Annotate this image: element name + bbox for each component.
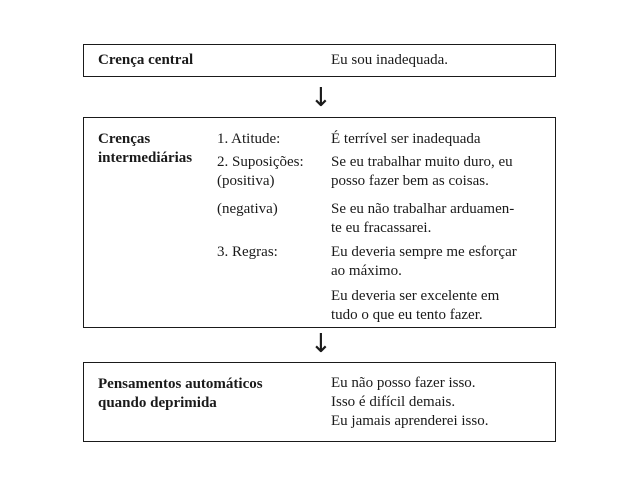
attitude-text: É terrível ser inadequada — [331, 131, 481, 147]
core-belief-text: Eu sou inadequada. — [331, 52, 449, 68]
assumption-negative-line2: te eu fracassarei. — [331, 220, 432, 236]
assumptions-label: 2. Suposições: — [217, 154, 304, 170]
automatic-label-line2: quando deprimida — [98, 395, 217, 411]
automatic-thought-1: Eu não posso fazer isso. — [331, 375, 476, 391]
intermediate-label-line1: Crenças — [98, 131, 151, 147]
rule1-line2: ao máximo. — [331, 263, 402, 279]
automatic-thought-2: Isso é difícil demais. — [331, 394, 456, 410]
rules-label: 3. Regras: — [217, 244, 278, 260]
assumption-negative-label: (negativa) — [217, 201, 278, 217]
assumption-negative-line1: Se eu não trabalhar arduamen- — [331, 201, 515, 217]
intermediate-label-line2: intermediárias — [98, 150, 193, 166]
rule2-line2: tudo o que eu tento fazer. — [331, 307, 483, 323]
down-arrow-icon: ↓ — [310, 329, 332, 359]
automatic-thought-3: Eu jamais aprenderei isso. — [331, 413, 489, 429]
down-arrow-icon: ↓ — [310, 83, 332, 113]
attitude-label: 1. Atitude: — [217, 131, 281, 147]
core-belief-label: Crença central — [98, 52, 194, 68]
assumption-positive-line2: posso fazer bem as coisas. — [331, 173, 489, 189]
rule1-line1: Eu deveria sempre me esforçar — [331, 244, 517, 260]
automatic-label-line1: Pensamentos automáticos — [98, 376, 263, 392]
rule2-line1: Eu deveria ser excelente em — [331, 288, 500, 304]
assumption-positive-label: (positiva) — [217, 173, 275, 189]
assumption-positive-line1: Se eu trabalhar muito duro, eu — [331, 154, 513, 170]
